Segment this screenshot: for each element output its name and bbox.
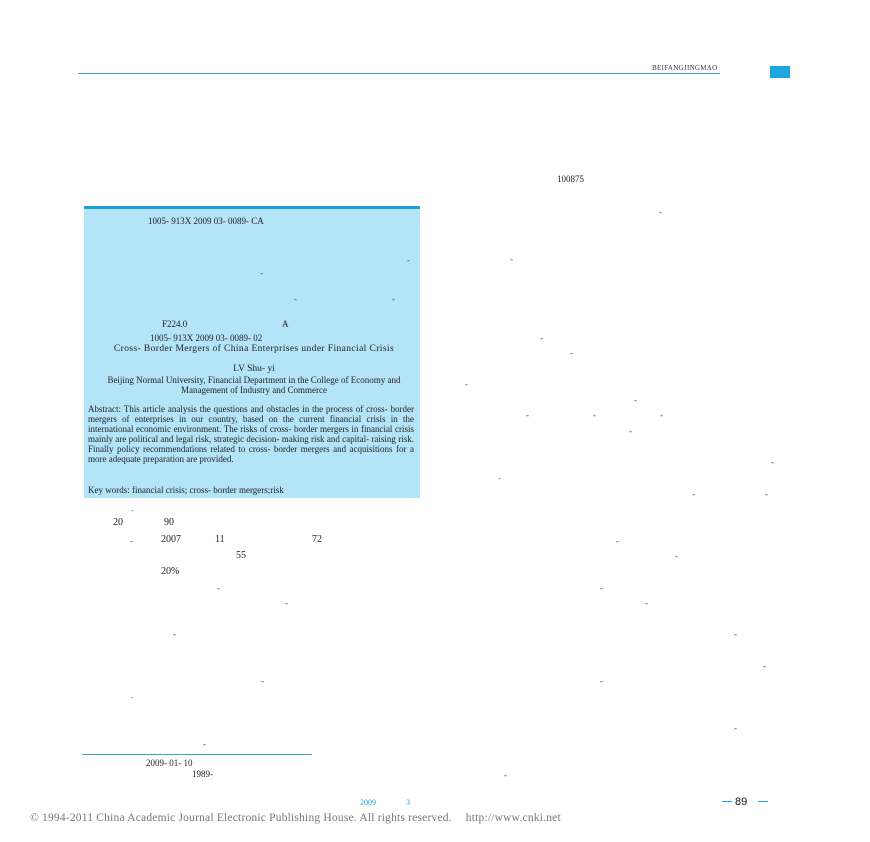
footnote-rule [82,754,312,755]
body-number: 2007 [161,534,181,545]
english-affiliation: Beijing Normal University, Financial Department in the College of Economy and Management of Industry and Commerce [107,375,401,395]
punctuation-mark: - [634,395,637,405]
punctuation-mark: - [660,410,663,420]
body-number: 11 [215,534,225,545]
document-type: A [282,319,289,329]
punctuation-mark: - [570,348,573,358]
page-dash-left [722,801,732,802]
punctuation-mark: - [616,536,619,546]
punctuation-mark: - [526,410,529,420]
punctuation-mark: - [173,629,176,639]
header-square-mark [770,66,790,78]
punctuation-mark: - [763,661,766,671]
punctuation-mark: - [600,583,603,593]
punctuation-mark: - [130,536,133,546]
english-author: LV Shu- yi [233,364,275,374]
punctuation-mark: - [217,583,220,593]
copyright-notice [30,812,561,824]
punctuation-mark: - [629,426,632,436]
punctuation-mark: - [771,457,774,467]
classification-line [162,319,289,329]
body-number: 72 [312,534,322,545]
body-number: 20 [113,517,123,528]
issue-number: 3 [406,798,410,807]
postcode: 100875 [557,174,584,184]
english-title: Cross- Border Mergers of China Enterprises under Financial Crisis [113,344,395,354]
punctuation-mark: - [260,268,263,278]
punctuation-mark: - [498,473,501,483]
punctuation-mark: - [692,489,695,499]
page-dash-right [758,801,768,802]
punctuation-mark: - [504,770,507,780]
received-date: 2009- 01- 10 [146,758,193,768]
punctuation-mark: - [465,379,468,389]
punctuation-mark: - [734,723,737,733]
punctuation-mark: - [734,629,737,639]
punctuation-mark: - [407,255,410,265]
issue-info [360,798,410,807]
header-rule [78,73,720,74]
document-code: 1005- 913X 2009 03- 0089- CA [148,216,264,226]
source-url[interactable]: http://www.cnki.net [465,812,561,824]
body-number: 90 [164,517,174,528]
punctuation-mark: - [203,739,206,749]
punctuation-mark: - [131,505,134,515]
punctuation-mark: - [294,294,297,304]
punctuation-mark: - [765,489,768,499]
journal-name: BEIFANGJINGMAO [652,64,718,72]
punctuation-mark: - [285,598,288,608]
punctuation-mark: - [675,551,678,561]
english-abstract: Abstract: This article analysis the questions and obstacles in the process of cross- border mergers of enterprises in our country, based on the current financial crisis in the international economic environment. The risks of cross- border mergers in financial crisis mainly are political and legal risk, strategic decision- making risk and capital- raising risk. Finally policy recommendations related to cross- border mergers and acquisitions for a more adequate preparation are provided. [88,404,414,464]
body-number: 55 [236,550,246,561]
punctuation-mark: - [593,410,596,420]
punctuation-mark: - [392,294,395,304]
author-birth-year: 1989- [192,769,213,779]
issue-year: 2009 [360,798,376,807]
article-number: 1005- 913X 2009 03- 0089- 02 [150,333,263,343]
punctuation-mark: - [645,598,648,608]
copyright-text: © 1994-2011 China Academic Journal Electronic Publishing House. All rights reserved. [30,812,452,824]
punctuation-mark: - [131,692,134,702]
punctuation-mark: - [600,676,603,686]
clc-number: F224.0 [162,319,188,329]
punctuation-mark: - [659,207,662,217]
punctuation-mark: - [510,254,513,264]
punctuation-mark: - [261,676,264,686]
punctuation-mark: - [540,333,543,343]
body-number: 20% [161,566,180,577]
page-number: 89 [735,796,748,808]
english-keywords: Key words: financial crisis; cross- border mergers;risk [88,485,284,495]
